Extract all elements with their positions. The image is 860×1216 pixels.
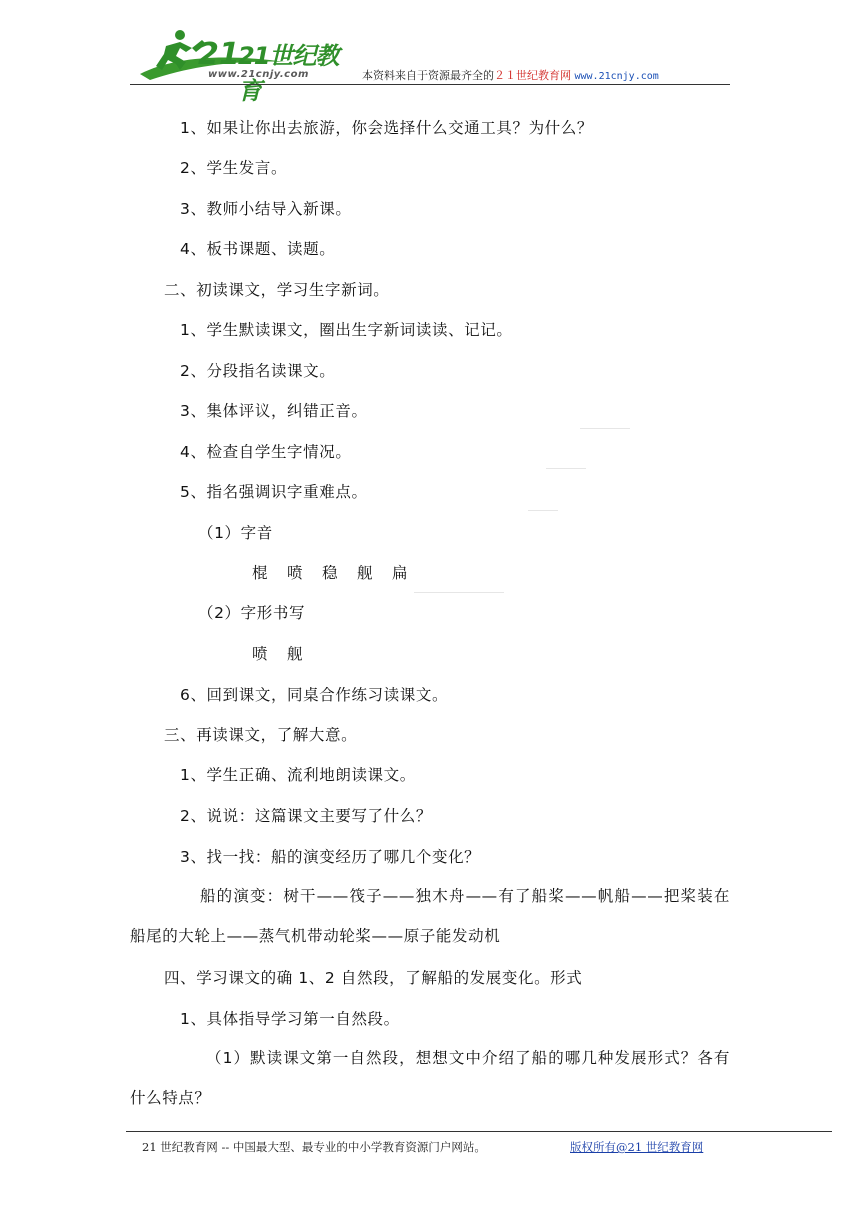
header-note-url[interactable]: www.21cnjy.com [574,71,659,82]
text-line: 4、检查自学生字情况。 [180,443,352,461]
text-line: 3、找一找：船的演变经历了哪几个变化？ [180,848,481,866]
header-note [362,67,659,83]
text-line: 1、学生正确、流利地朗读课文。 [180,766,416,784]
scan-artifact [414,592,504,593]
text-line: 1、学生默读课文，圈出生字新词读读、记记。 [180,321,513,339]
header-note-brand[interactable]: ２１世纪教育网 [494,69,571,82]
scan-artifact [546,468,586,469]
logo-url: www.21cnjy.com [208,69,309,80]
section-heading: 四、学习课文的确 1、2 自然段，了解船的发展变化。形式 [164,969,583,987]
page-header [130,22,730,105]
character-list: 棍 喷 稳 舰 扁 [252,564,410,582]
section-heading: 二、初读课文，学习生字新词。 [164,281,390,299]
header-divider [130,84,730,85]
footer-divider [126,1131,832,1132]
text-line: 1、如果让你出去旅游，你会选择什么交通工具？为什么？ [180,119,593,137]
text-line: 1、具体指导学习第一自然段。 [180,1010,400,1028]
site-logo[interactable] [136,26,346,105]
svg-text:21: 21 [198,37,240,72]
footer-copyright-link[interactable]: 版权所有@21 世纪教育网 [570,1140,704,1154]
text-line: 5、指名强调识字重难点。 [180,483,368,501]
scan-artifact [528,510,558,511]
character-list: 喷 舰 [252,645,305,663]
text-line: 6、回到课文，同桌合作练习读课文。 [180,686,449,704]
text-line: 4、板书课题、读题。 [180,240,336,258]
evolution-paragraph: 船的演变：树干——筏子——独木舟——有了船桨——帆船——把桨装在船尾的大轮上——蒸气机带动轮桨——原子能发动机 [130,887,730,945]
text-line: 3、教师小结导入新课。 [180,200,352,218]
question-paragraph: （1）默读课文第一自然段，想想文中介绍了船的哪几种发展形式？各有什么特点？ [130,1049,730,1107]
scan-artifact [580,428,630,429]
section-heading: 三、再读课文，了解大意。 [164,726,358,744]
footer-site-note: 21 世纪教育网 -- 中国最大型、最专业的中小学教育资源门户网站。 [142,1140,486,1154]
sub-item: （1）字音 [198,524,273,542]
text-line: 2、说说：这篇课文主要写了什么？ [180,807,432,825]
header-note-prefix: 本资料来自于资源最齐全的 [362,69,494,82]
sub-item: （2）字形书写 [198,604,306,622]
logo-title: 21世纪教育 [238,42,339,105]
text-line: 2、学生发言。 [180,159,288,177]
text-line: 3、集体评议，纠错正音。 [180,402,368,420]
text-line: 2、分段指名读课文。 [180,362,336,380]
